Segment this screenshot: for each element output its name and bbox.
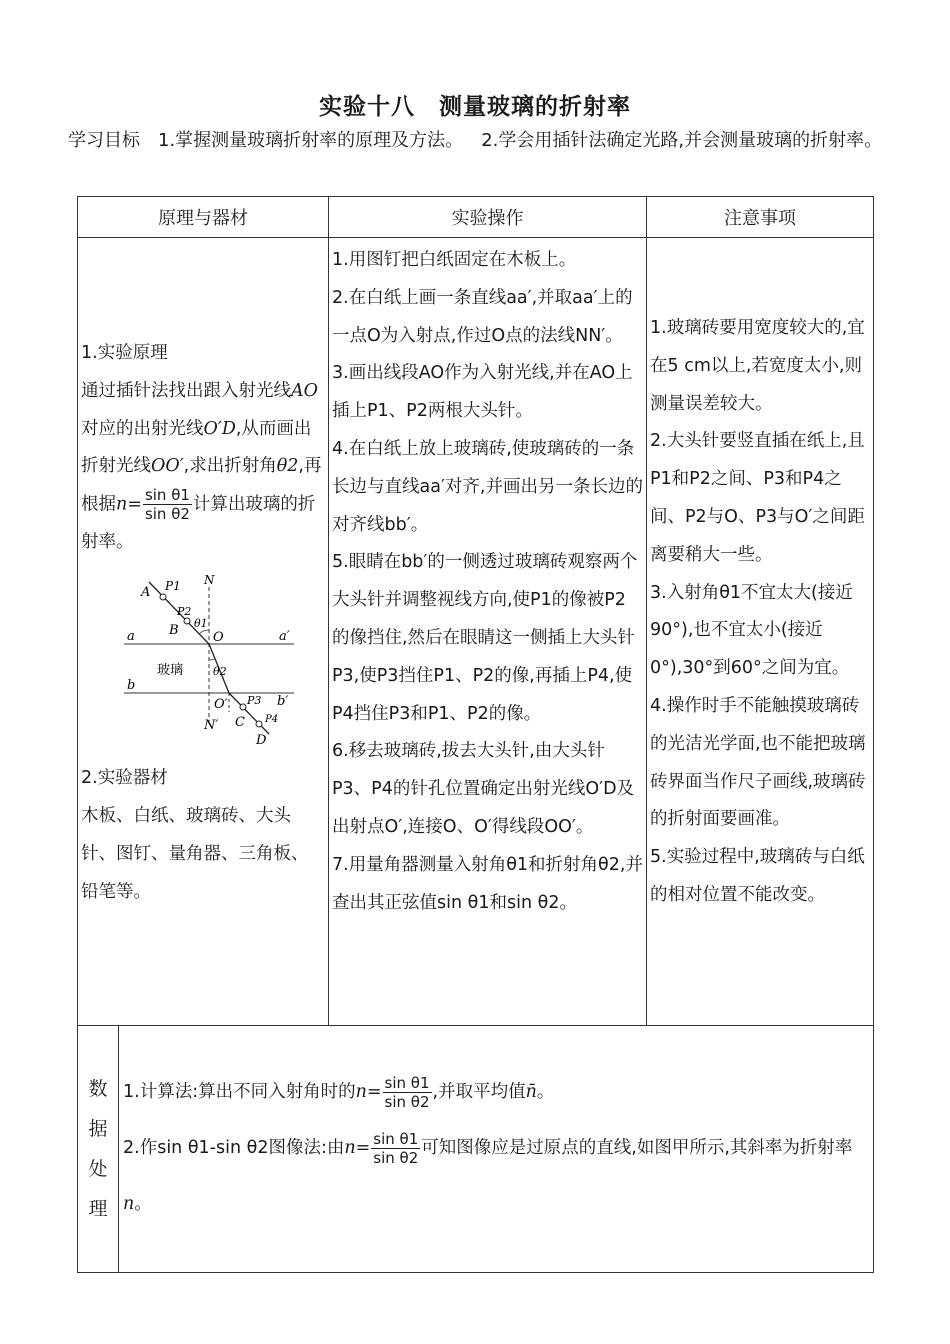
method-text: 可知图像应是过原点的直线,如图甲所示,其斜率为折射率	[421, 1138, 853, 1158]
label-o-prime: O′	[214, 697, 228, 713]
note-item: 4.操作时手不能触摸玻璃砖的光洁光学面,也不能把玻璃砖界面当作尺子画线,玻璃砖的折射面要画准。	[650, 695, 866, 830]
learning-goals	[68, 122, 888, 159]
pin-p3	[240, 704, 246, 710]
header-principle: 原理与器材	[78, 197, 329, 238]
fraction-numerator: sin θ1	[144, 486, 190, 505]
pin-p1	[160, 594, 166, 600]
header-operation: 实验操作	[329, 197, 647, 238]
fraction-denominator: sin θ2	[373, 1148, 419, 1167]
method-calculation	[123, 1064, 867, 1120]
principle-heading: 1.实验原理	[81, 343, 168, 363]
operation-step: 4.在白纸上放上玻璃砖,使玻璃砖的一条长边与直线aa′对齐,并画出另一条长边的对齐线bb′。	[332, 438, 643, 535]
principle-line: 通过插针法找出跟入射光线	[81, 380, 291, 401]
label-c: C	[235, 715, 245, 731]
operation-step: 2.在白纸上画一条直线aa′,并取aa′上的一点O为入射点,作过O点的法线NN′。	[332, 287, 633, 346]
principle-cell	[78, 238, 329, 1026]
label-char: 数	[88, 1078, 108, 1100]
snell-fraction	[143, 486, 192, 523]
label-p4: P4	[265, 714, 279, 726]
label-char: 据	[88, 1118, 108, 1140]
label-b-prime: b′	[277, 694, 289, 710]
notes-cell	[647, 238, 874, 1026]
method-text: 。	[134, 1194, 152, 1214]
header-notes: 注意事项	[647, 197, 874, 238]
method-text: 。	[536, 1082, 555, 1102]
note-item: 3.入射角θ1不宜太大(接近90°),也不宜太小(接近0°),30°到60°之间为宜。	[650, 582, 853, 679]
theta2-symbol: θ2	[276, 456, 299, 477]
data-processing-content	[119, 1026, 874, 1273]
ray-ao: AO	[291, 380, 318, 401]
pin-p2	[184, 618, 190, 624]
operations-cell	[329, 238, 647, 1026]
experiment-table	[77, 196, 874, 1273]
label-p2: P2	[177, 605, 192, 619]
n-equals: n=	[116, 494, 142, 515]
table-body-row	[78, 238, 874, 1026]
refraction-diagram	[119, 572, 319, 752]
fraction-numerator: sin θ1	[373, 1129, 419, 1148]
operation-step: 7.用量角器测量入射角θ1和折射角θ2,并查出其正弦值sin θ1和sin θ2。	[332, 854, 643, 913]
principle-line: ,从而画出折射光线	[81, 418, 312, 477]
note-item: 1.玻璃砖要用宽度较大的,宜在5 cm以上,若宽度太小,则测量误差较大。	[650, 318, 865, 414]
principle-line: ,求出折射角	[183, 456, 277, 477]
angle-arc-1	[199, 630, 209, 634]
data-processing-row	[78, 1026, 874, 1273]
label-p3: P3	[247, 694, 262, 708]
note-item: 5.实验过程中,玻璃砖与白纸的相对位置不能改变。	[650, 847, 865, 905]
snell-fraction	[383, 1074, 432, 1111]
label-char: 理	[88, 1198, 108, 1220]
label-b-point: B	[169, 623, 179, 639]
n-bar-symbol: n̄	[525, 1082, 537, 1102]
page-title: 实验十八 测量玻璃的折射率	[319, 94, 631, 120]
label-theta1: θ1	[194, 617, 208, 631]
label-glass: 玻璃	[157, 663, 184, 679]
goal-2: 2.学会用插针法确定光路,并会测量玻璃的折射率。	[481, 130, 883, 151]
ray-od: O′D	[203, 418, 236, 439]
pin-p4	[256, 721, 262, 727]
ray-oo: OO′	[151, 456, 184, 477]
label-n-prime: N′	[204, 718, 219, 734]
label-o: O	[213, 630, 224, 646]
snell-fraction	[371, 1130, 420, 1167]
fraction-denominator: sin θ2	[144, 505, 190, 524]
goals-label: 学习目标	[68, 130, 140, 151]
operation-step: 3.画出线段AO作为入射光线,并在AO上插上P1、P2两根大头针。	[332, 363, 633, 422]
principle-line: 计算出玻璃的折射率。	[81, 494, 316, 553]
label-char: 处	[88, 1158, 108, 1180]
principle-text	[81, 373, 325, 562]
fraction-numerator: sin θ1	[384, 1073, 430, 1092]
label-p1: P1	[165, 579, 181, 594]
label-b: b	[127, 678, 136, 694]
equipment-heading: 2.实验器材	[81, 768, 168, 789]
method-graph	[123, 1120, 867, 1232]
operation-step: 6.移去玻璃砖,拔去大头针,由大头针P3、P4的针孔位置确定出射光线O′D及出射点O′,连接O、O′得线段OO′。	[332, 741, 635, 837]
label-a: a	[127, 629, 135, 645]
label-a-point: A	[141, 585, 151, 601]
method-text: 1.计算法:算出不同入射角时的	[123, 1082, 356, 1102]
operation-step: 5.眼睛在bb′的一侧透过玻璃砖观察两个大头针并调整视线方向,使P1的像被P2的像挡住,然后在眼睛这一侧插上大头针P3,使P3挡住P1、P2的像,再插上P4,使P4挡住P3和P1、P2的像。	[332, 552, 638, 724]
equipment-list: 木板、白纸、玻璃砖、大头针、图钉、量角器、三角板、铅笔等。	[81, 806, 309, 902]
goal-1: 1.掌握测量玻璃折射率的原理及方法。	[158, 130, 464, 151]
principle-line: 对应的出射光线	[81, 418, 204, 439]
note-item: 2.大头针要竖直插在纸上,且P1和P2之间、P3和P4之间、P2与O、P3与O′之间距离要稍大一些。	[650, 431, 865, 565]
fraction-denominator: sin θ2	[384, 1092, 430, 1111]
principle-line: ,再根据	[81, 456, 322, 515]
method-text: ,并取平均值	[432, 1082, 526, 1102]
angle-arc-2	[209, 659, 215, 660]
label-theta2: θ2	[213, 665, 227, 679]
label-n: N	[204, 573, 215, 588]
operation-step: 1.用图钉把白纸固定在木板上。	[332, 250, 577, 270]
n-equals: n=	[344, 1138, 371, 1158]
label-a-prime: a′	[279, 629, 290, 645]
table-header-row	[78, 197, 874, 238]
label-d: D	[256, 733, 267, 749]
method-text: 2.作sin θ1-sin θ2图像法:由	[123, 1138, 345, 1158]
n-equals: n=	[355, 1082, 382, 1102]
data-processing-label	[78, 1026, 119, 1273]
n-symbol: n	[123, 1194, 135, 1214]
